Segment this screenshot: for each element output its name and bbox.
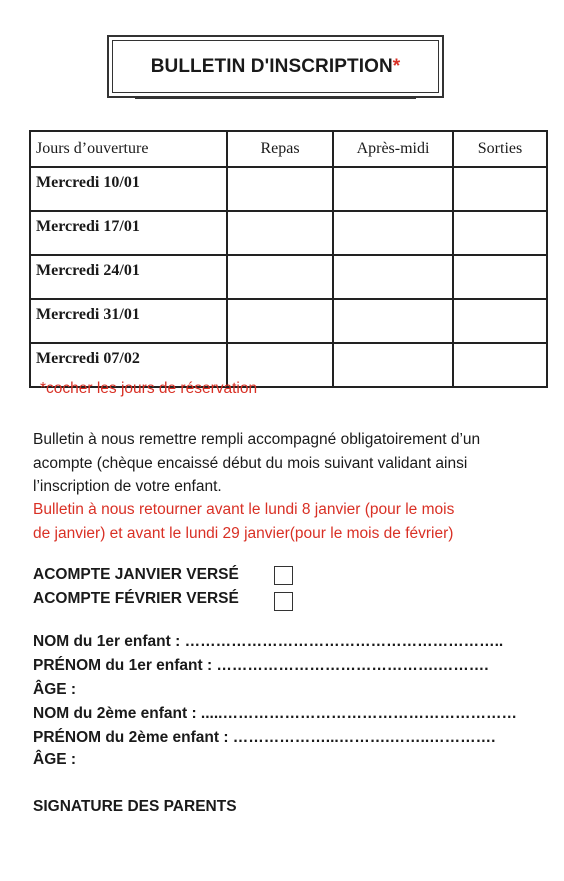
acompte-janvier-row xyxy=(33,566,239,584)
checkbox-cell-sorties[interactable] xyxy=(453,343,547,387)
checkbox-cell-apres-midi[interactable] xyxy=(333,299,453,343)
checkbox-cell-repas[interactable] xyxy=(227,255,333,299)
paragraph-line: acompte (chèque encaissé début du mois suivant validant ainsi xyxy=(33,454,468,472)
table-row xyxy=(30,299,547,343)
paragraph-line: Bulletin à nous retourner avant le lundi 8 janvier (pour le mois xyxy=(33,501,455,518)
header-apres-midi: Après-midi xyxy=(333,131,453,167)
acompte-janvier-label: ACOMPTE JANVIER VERSÉ xyxy=(33,566,239,583)
age-enfant-1-field[interactable]: ÂGE : xyxy=(33,681,77,698)
schedule-table xyxy=(29,130,548,388)
checkbox-cell-repas[interactable] xyxy=(227,211,333,255)
paragraph-line: Bulletin à nous remettre rempli accompagné obligatoirement d’un xyxy=(33,431,481,448)
title-box xyxy=(107,35,444,98)
age-enfant-2-field[interactable]: ÂGE : xyxy=(33,751,77,768)
checkbox-cell-sorties[interactable] xyxy=(453,167,547,211)
acompte-fevrier-row xyxy=(33,590,239,608)
row-day-label: Mercredi 10/01 xyxy=(30,167,227,211)
instructions-paragraph xyxy=(33,428,480,499)
title-underline xyxy=(135,96,416,99)
table-header-row xyxy=(30,131,547,167)
acompte-janvier-checkbox[interactable] xyxy=(274,566,293,585)
title-asterisk: * xyxy=(392,55,401,77)
table-row xyxy=(30,167,547,211)
row-day-label: Mercredi 24/01 xyxy=(30,255,227,299)
title-text: BULLETIN D'INSCRIPTION xyxy=(150,55,393,77)
row-day-label: Mercredi 17/01 xyxy=(30,211,227,255)
checkbox-cell-apres-midi[interactable] xyxy=(333,211,453,255)
header-jours: Jours d’ouverture xyxy=(30,131,227,167)
checkbox-cell-sorties[interactable] xyxy=(453,299,547,343)
checkbox-cell-repas[interactable] xyxy=(227,299,333,343)
row-day-label: Mercredi 07/02 xyxy=(30,343,227,387)
prenom-enfant-1-field[interactable]: PRÉNOM du 1er enfant : …………………………………….………. xyxy=(33,657,489,674)
nom-enfant-2-field[interactable]: NOM du 2ème enfant : .....………………………………………………… xyxy=(33,705,517,722)
page-title xyxy=(151,56,401,78)
title-inner-frame xyxy=(112,40,439,93)
table-row xyxy=(30,255,547,299)
reservation-note: *cocher les jours de réservation xyxy=(40,380,258,397)
signature-label: SIGNATURE DES PARENTS xyxy=(33,798,237,815)
checkbox-cell-apres-midi[interactable] xyxy=(333,255,453,299)
paragraph-line: l’inscription de votre enfant. xyxy=(33,478,222,495)
paragraph-line: de janvier) et avant le lundi 29 janvier(pour le mois de février) xyxy=(33,524,454,542)
header-sorties: Sorties xyxy=(453,131,547,167)
prenom-enfant-2-field[interactable]: PRÉNOM du 2ème enfant : ………………...……….……..…………. xyxy=(33,729,496,746)
table-row xyxy=(30,211,547,255)
checkbox-cell-apres-midi[interactable] xyxy=(333,343,453,387)
checkbox-cell-sorties[interactable] xyxy=(453,211,547,255)
acompte-fevrier-label: ACOMPTE FÉVRIER VERSÉ xyxy=(33,590,239,607)
nom-enfant-1-field[interactable]: NOM du 1er enfant : …………………………………………………….. xyxy=(33,633,504,650)
checkbox-cell-apres-midi[interactable] xyxy=(333,167,453,211)
deadline-paragraph xyxy=(33,498,454,545)
checkbox-cell-sorties[interactable] xyxy=(453,255,547,299)
acompte-fevrier-checkbox[interactable] xyxy=(274,592,293,611)
checkbox-cell-repas[interactable] xyxy=(227,167,333,211)
header-repas: Repas xyxy=(227,131,333,167)
row-day-label: Mercredi 31/01 xyxy=(30,299,227,343)
